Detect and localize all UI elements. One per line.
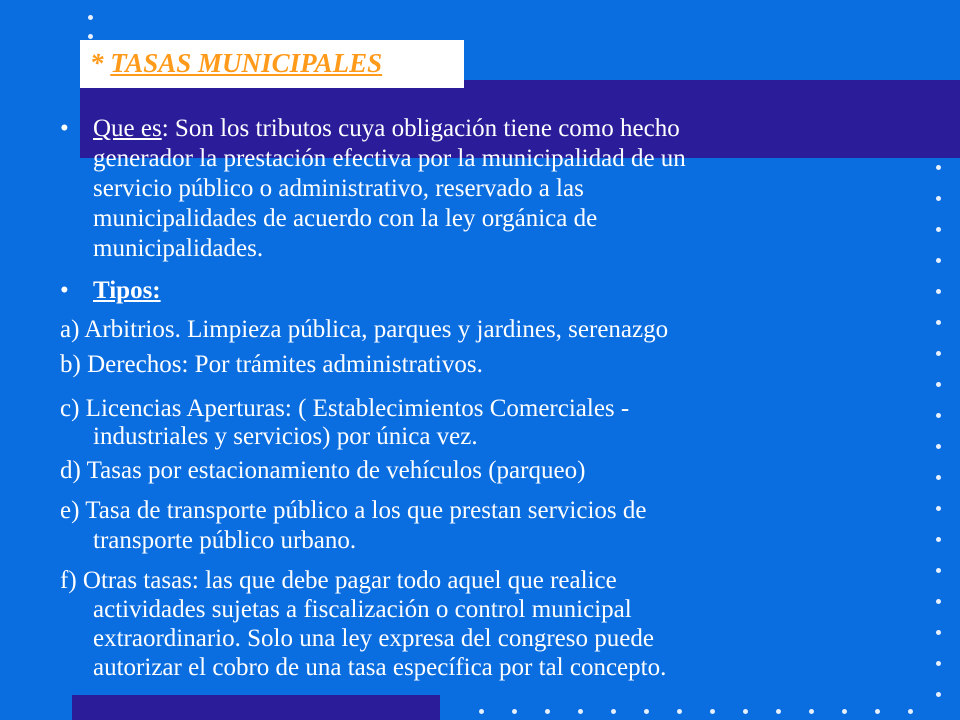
definition-line (93, 114, 680, 144)
definition-text: : Son los tributos cuya obligación tiene como hecho (161, 115, 680, 142)
decor-dot (936, 351, 941, 356)
decor-dot (936, 444, 941, 449)
decor-dot (809, 709, 814, 714)
decor-dot (936, 506, 941, 511)
item-line: autorizar el cobro de una tasa específica por tal concepto. (93, 654, 667, 681)
bullet-marker: • (60, 277, 69, 304)
decor-dot (936, 692, 941, 697)
decor-dot (936, 413, 941, 418)
item-line: extraordinario. Solo una ley expresa del congreso puede (93, 625, 654, 652)
decor-dot (936, 599, 941, 604)
decor-dot (908, 709, 913, 714)
item-line: d) Tasas por estacionamiento de vehículos (parqueo) (60, 457, 586, 484)
decor-dot (479, 709, 484, 714)
item-line: industriales y servicios) por única vez. (93, 423, 478, 450)
footer-band (72, 695, 440, 720)
definition-label: Que es (93, 115, 162, 142)
decor-dot (611, 709, 616, 714)
item-line: c) Licencias Aperturas: ( Establecimientos Comerciales - (60, 395, 630, 422)
definition-line: servicio público o administrativo, reservado a las (93, 175, 584, 202)
decor-dot (936, 196, 941, 201)
types-heading: Tipos: (93, 277, 161, 304)
decor-dot (936, 630, 941, 635)
item-line: actividades sujetas a fiscalización o control municipal (93, 596, 632, 623)
decor-dot (578, 709, 583, 714)
decor-dot (644, 709, 649, 714)
decor-dot (936, 227, 941, 232)
decor-dot (88, 15, 93, 20)
decor-dot (936, 320, 941, 325)
decor-dot (842, 709, 847, 714)
title-prefix: * (90, 48, 111, 78)
item-line: transporte público urbano. (93, 527, 357, 554)
definition-line: generador la prestación efectiva por la municipalidad de un (93, 145, 686, 172)
decor-dot (936, 258, 941, 263)
item-line: e) Tasa de transporte público a los que prestan servicios de (60, 497, 647, 524)
decor-dot (545, 709, 550, 714)
decor-dot (512, 709, 517, 714)
decor-dot (936, 661, 941, 666)
decor-dot (677, 709, 682, 714)
slide-title (90, 48, 464, 78)
item-line: f) Otras tasas: las que debe pagar todo aquel que realice (60, 567, 617, 594)
item-line: b) Derechos: Por trámites administrativos. (60, 351, 483, 378)
decor-dot (743, 709, 748, 714)
decor-dot (936, 382, 941, 387)
decor-dot (936, 289, 941, 294)
title-box (80, 40, 464, 88)
definition-line: municipalidades. (93, 235, 264, 262)
decor-dot (875, 709, 880, 714)
decor-dot (936, 568, 941, 573)
title-text: TASAS MUNICIPALES (110, 48, 383, 78)
bullet-marker: • (60, 115, 69, 142)
item-line: a) Arbitrios. Limpieza pública, parques y jardines, serenazgo (60, 316, 669, 343)
decor-dot (936, 537, 941, 542)
decor-dot (936, 475, 941, 480)
decor-dot (936, 165, 941, 170)
decor-dot (710, 709, 715, 714)
definition-line: municipalidades de acuerdo con la ley orgánica de (93, 205, 598, 232)
decor-dot (88, 34, 93, 39)
decor-dot (776, 709, 781, 714)
